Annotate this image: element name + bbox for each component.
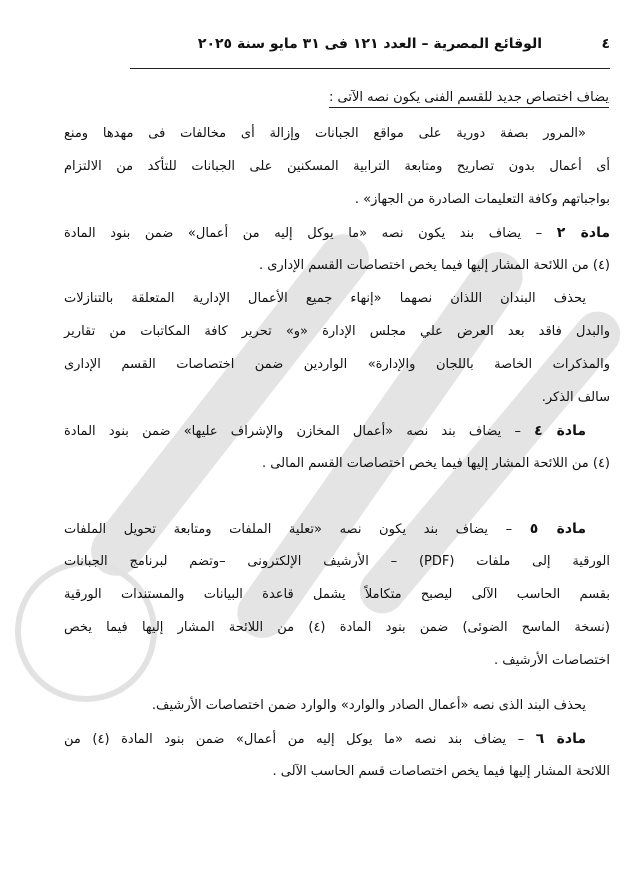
line-text: (٤) من اللائحة المشار إليها فيما يخص اختصاصات القسم الإدارى .: [258, 258, 610, 273]
text-line: [64, 453, 610, 475]
article-label: مادة ٤: [534, 423, 587, 439]
line-text: اللائحة المشار إليها فيما يخص اختصاصات قسم الحاسب الآلى .: [272, 764, 610, 779]
text-line: [64, 321, 610, 343]
line-text: «المرور بصفة دورية على مواقع الجبانات وإزالة أى مخالفات فى مهدها ومنع: [64, 126, 586, 141]
article-label: مادة ٢: [556, 225, 611, 241]
line-text: (٤) من اللائحة المشار إليها فيما يخص اختصاصات القسم المالى .: [262, 456, 610, 471]
text-line: [64, 255, 610, 277]
text-line: [64, 156, 610, 178]
line-text: سالف الذكر.: [541, 390, 610, 405]
text-line: [64, 288, 586, 310]
article-label: مادة ٦: [535, 731, 586, 747]
text-line: [64, 650, 610, 672]
line-text: يحذف البندان اللذان نصهما «إنهاء جميع الأعمال الإدارية المتعلقة بالتنازلات: [64, 291, 586, 306]
text-line: [64, 695, 586, 717]
text-line: [64, 551, 610, 573]
line-text: (نسخة الماسح الضوئى) ضمن بنود المادة (٤) من اللائحة المشار إليها فيما يخص: [64, 620, 610, 635]
line-text: – يضاف بند يكون نصه «ما يوكل إليه من أعمال» ضمن بنود المادة: [64, 226, 557, 241]
line-text: – يضاف بند نصه «أعمال المخازن والإشراف عليها» ضمن بنود المادة: [64, 424, 535, 439]
line-text: الورقية إلى ملفات (PDF) – الأرشيف الإلكترونى –وتضم لبرنامج الجبانات: [64, 554, 611, 569]
line-text: والمذكرات الخاصة باللجان والإدارة» الواردين ضمن اختصاصات القسم الإدارى: [64, 357, 610, 372]
page-header: [130, 36, 610, 62]
text-line: [64, 728, 586, 750]
header-rule: [130, 68, 610, 69]
gazette-title: الوقائع المصرية – العدد ١٢١ فى ٣١ مايو سنة ٢٠٢٥: [197, 36, 542, 52]
page-number: ٤: [601, 36, 610, 52]
line-text: والبدل فاقد بعد العرض علي مجلس الإدارة «و» تحرير كافة المكاتبات من تقارير: [64, 324, 610, 339]
text-line: [64, 354, 610, 376]
text-line: [64, 518, 586, 540]
line-text: بواجباتهم وكافة التعليمات الصادرة من الجهاز» .: [354, 192, 610, 207]
text-line: [64, 584, 610, 606]
text-line: [64, 189, 610, 211]
line-text: يحذف البند الذى نصه «أعمال الصادر والوارد» والوارد ضمن اختصاصات الأرشيف.: [151, 698, 586, 713]
text-line: [64, 761, 610, 783]
text-line: [64, 123, 586, 145]
line-text: أى أعمال بدون تصاريح ومتابعة الترابية المسكنين على الجبانات للتأكد من الالتزام: [64, 159, 610, 174]
text-line: [64, 387, 610, 409]
subheading: يضاف اختصاص جديد للقسم الفنى يكون نصه الآتى :: [329, 90, 609, 108]
line-text: – يضاف بند نصه «ما يوكل إليه من أعمال» ضمن بنود المادة (٤) من: [64, 732, 536, 747]
line-text: – يضاف بند يكون نصه «تعلية الملفات ومتابعة تحويل الملفات: [64, 522, 530, 537]
line-text: اختصاصات الأرشيف .: [493, 653, 610, 668]
article-label: مادة ٥: [529, 521, 586, 537]
text-line: [64, 222, 610, 244]
text-line: [64, 617, 610, 639]
line-text: بقسم الحاسب الآلى ليصبح متكاملاً يشمل قاعدة البيانات والمستندات الورقية: [64, 587, 610, 602]
text-line: [64, 420, 586, 442]
